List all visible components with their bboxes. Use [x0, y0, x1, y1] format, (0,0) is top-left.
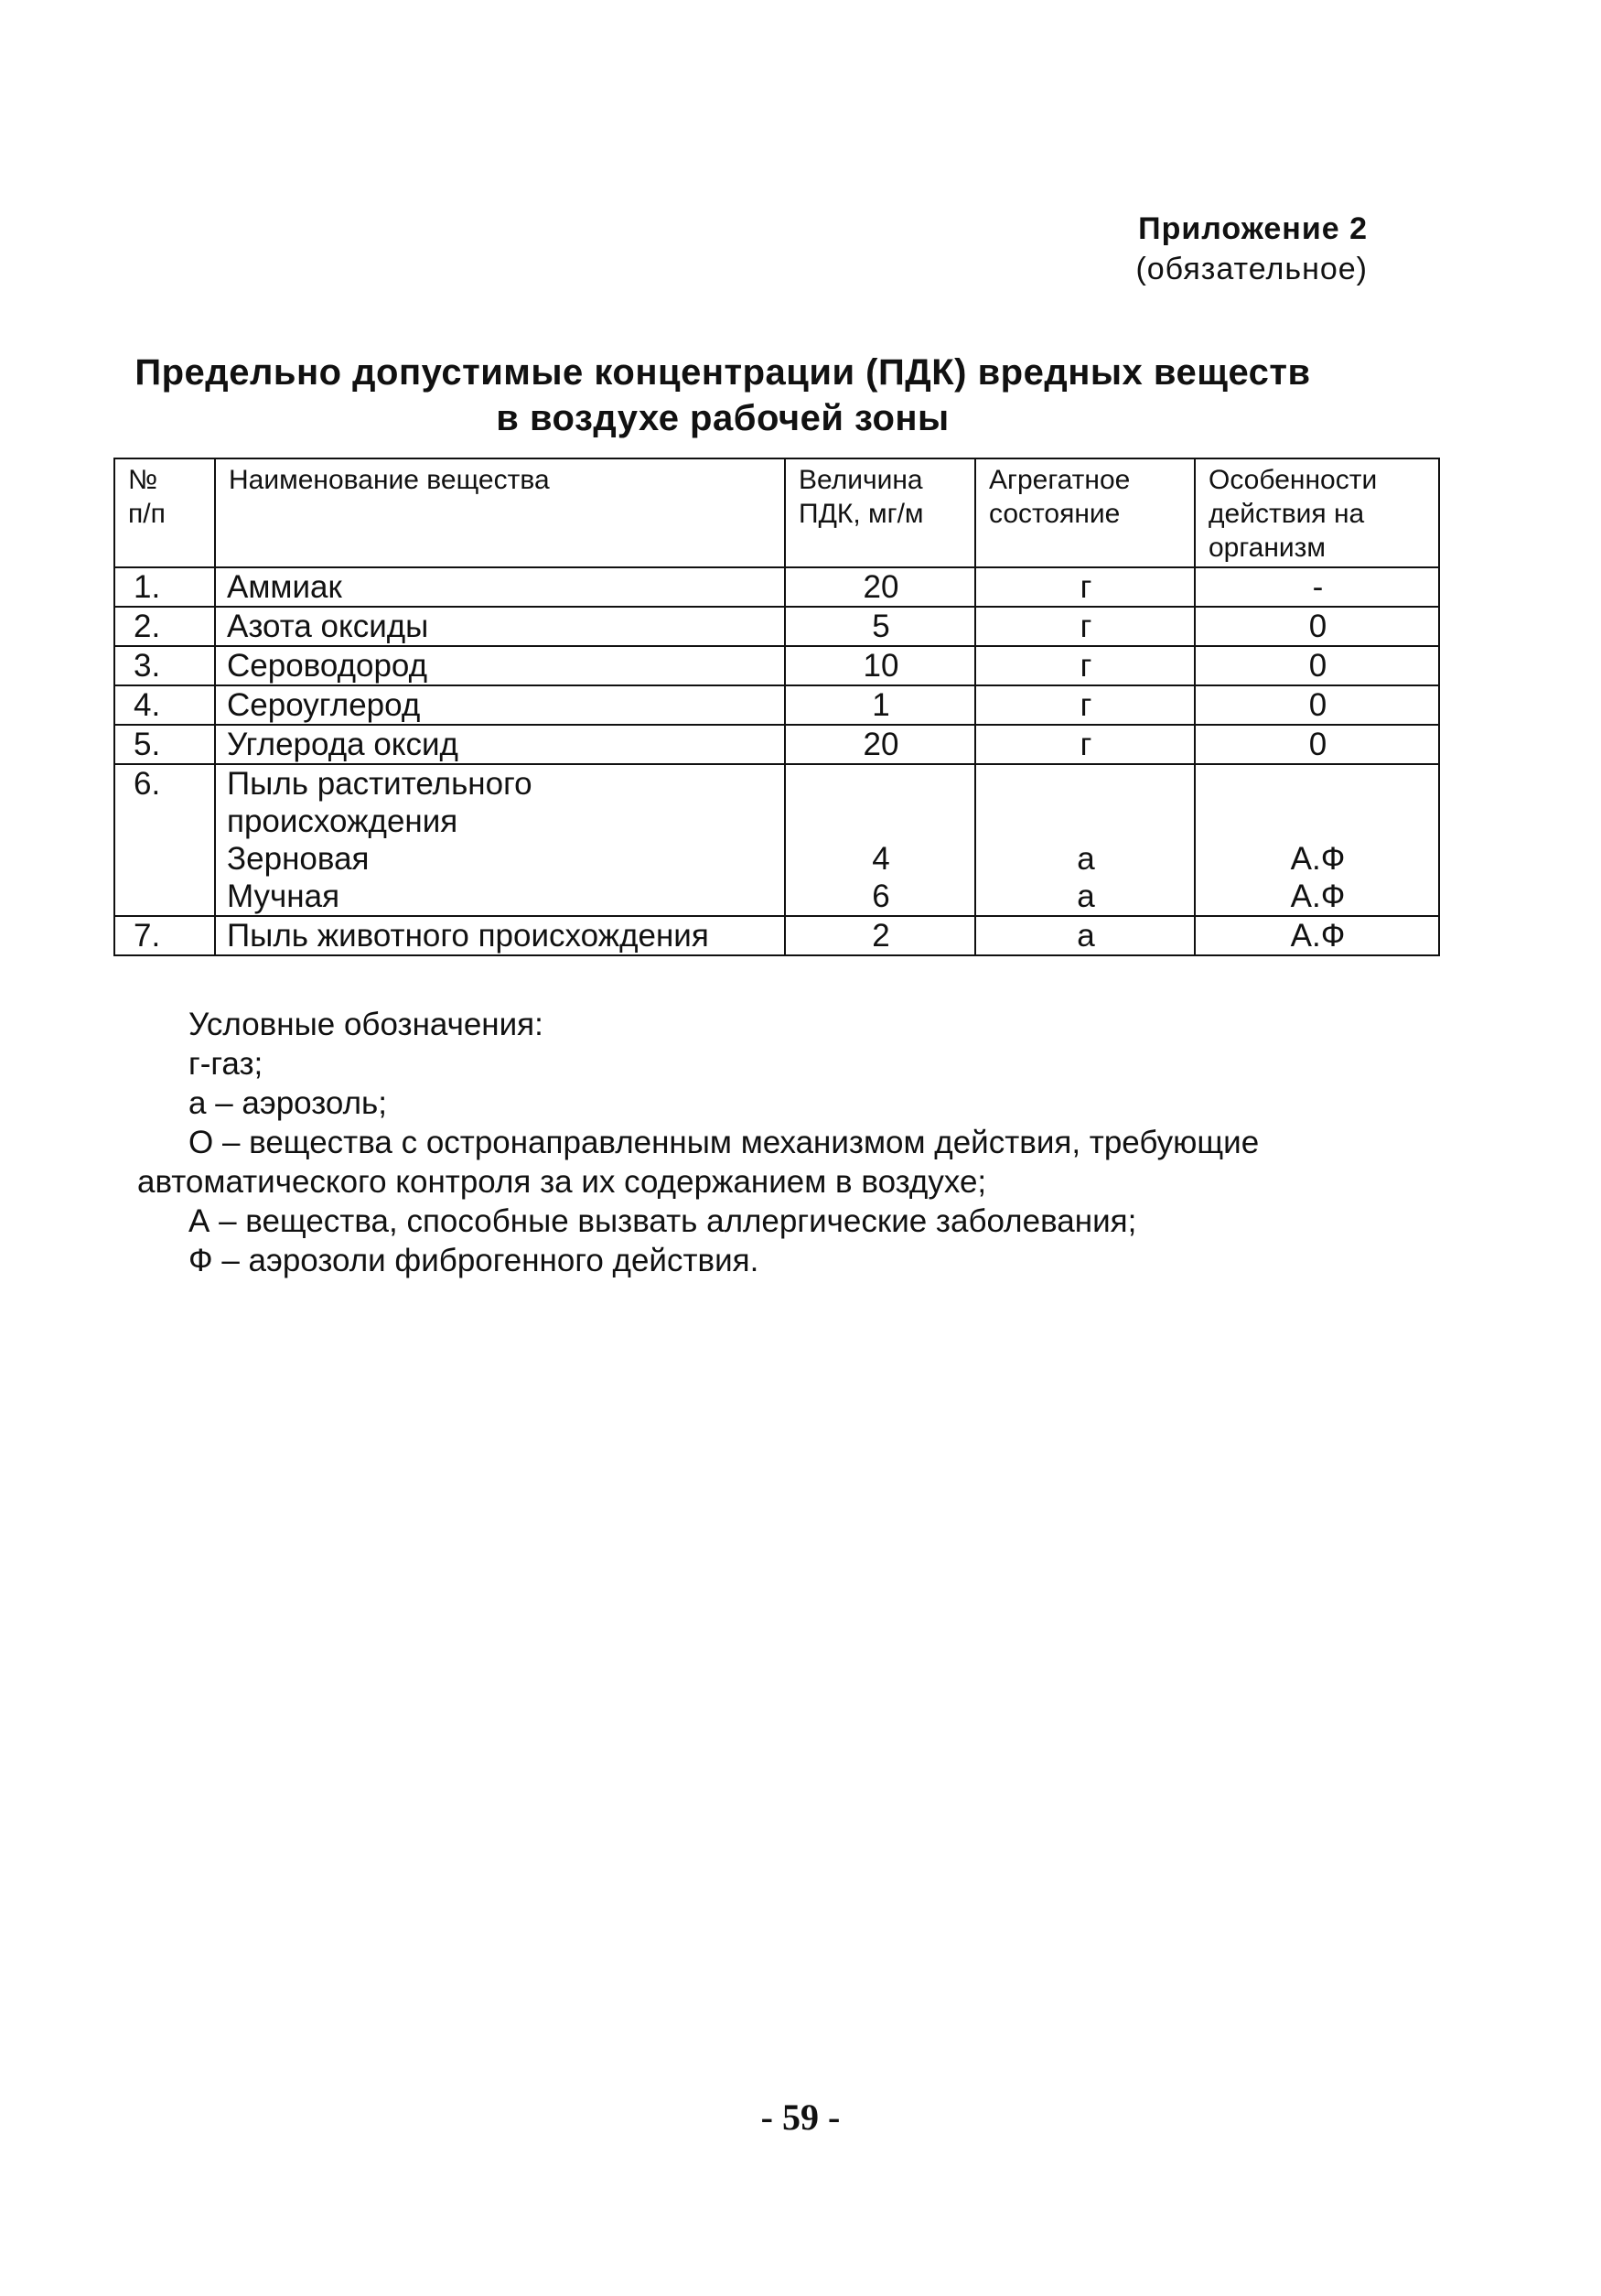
table-header-row [114, 458, 1439, 567]
header-features-line-1: Особенности [1209, 465, 1378, 495]
row-name: Сероводород [215, 646, 785, 685]
subrow-state-grain: а [1077, 841, 1095, 877]
row-num: 2. [114, 607, 215, 646]
row-name: Аммиак [215, 567, 785, 607]
table-row [114, 607, 1439, 646]
row-features: 0 [1195, 607, 1439, 646]
appendix-subtitle: (обязательное) [1135, 252, 1368, 286]
row-features: 0 [1195, 725, 1439, 764]
row-state: а [975, 916, 1195, 955]
row-value: 5 [785, 607, 975, 646]
row-name: Углерода оксид [215, 725, 785, 764]
header-features-line-2: действия на [1209, 499, 1365, 529]
subrow-state-flour: а [1077, 879, 1095, 914]
subrow-name-grain: Зерновая [227, 841, 370, 877]
table-row [114, 567, 1439, 607]
header-features-line-3: организм [1209, 533, 1327, 563]
table-row [114, 685, 1439, 725]
row-value: 10 [785, 646, 975, 685]
header-value-line-1: Величина [799, 465, 923, 495]
row-state: г [975, 646, 1195, 685]
row-features: 0 [1195, 646, 1439, 685]
pdk-table [113, 458, 1440, 956]
row-name: Сероуглерод [215, 685, 785, 725]
row-features: - [1195, 567, 1439, 607]
row-features [1195, 764, 1439, 916]
header-num-line-1: № [128, 465, 158, 495]
row-features: А.Ф [1195, 916, 1439, 955]
row-state: г [975, 607, 1195, 646]
title-line-2: в воздухе рабочей зоны [496, 398, 950, 438]
legend-o-line-1: О – вещества с остронаправленным механизмом действия, требующие [188, 1125, 1260, 1160]
row-num: 4. [114, 685, 215, 725]
row-num: 7. [114, 916, 215, 955]
table-row [114, 646, 1439, 685]
row-num: 5. [114, 725, 215, 764]
header-value [785, 458, 975, 567]
row-value: 20 [785, 567, 975, 607]
header-num-line-2: п/п [128, 499, 166, 529]
row-num: 6. [114, 764, 215, 916]
table-row [114, 916, 1439, 955]
row-name: Азота оксиды [215, 607, 785, 646]
legend-heading: Условные обозначения: [188, 1007, 543, 1042]
legend-o-line-2: автоматического контроля за их содержанием в воздухе; [137, 1164, 987, 1200]
document-title [110, 350, 1336, 441]
legend-a-line: А – вещества, способные вызвать аллергические заболевания; [188, 1203, 1137, 1239]
row-name [215, 764, 785, 916]
row-name-line-2: происхождения [227, 803, 458, 839]
row-value: 1 [785, 685, 975, 725]
row-features: 0 [1195, 685, 1439, 725]
row-name: Пыль животного происхождения [215, 916, 785, 955]
page-number: - 59 - [760, 2097, 841, 2138]
row-value: 20 [785, 725, 975, 764]
subrow-name-flour: Мучная [227, 879, 340, 914]
row-value [785, 764, 975, 916]
row-value: 2 [785, 916, 975, 955]
row-num: 3. [114, 646, 215, 685]
row-name-line-1: Пыль растительного [227, 766, 532, 802]
table-row [114, 725, 1439, 764]
legend-gas: г-газ; [188, 1046, 263, 1082]
row-state: г [975, 685, 1195, 725]
header-features [1195, 458, 1439, 567]
subrow-features-grain: А.Ф [1290, 841, 1346, 877]
subrow-value-flour: 6 [872, 879, 890, 914]
row-state: г [975, 567, 1195, 607]
header-num [114, 458, 215, 567]
appendix-label [1135, 209, 1368, 289]
legend-f-line: Ф – аэрозоли фиброгенного действия. [188, 1243, 759, 1278]
header-state [975, 458, 1195, 567]
legend-aerosol: а – аэрозоль; [188, 1085, 387, 1121]
legend [137, 1005, 1418, 1280]
header-state-line-2: состояние [989, 499, 1121, 529]
header-value-line-2: ПДК, мг/м [799, 499, 924, 529]
appendix-title: Приложение 2 [1138, 211, 1368, 246]
subrow-value-grain: 4 [872, 841, 890, 877]
header-state-line-1: Агрегатное [989, 465, 1131, 495]
header-name: Наименование вещества [215, 458, 785, 567]
title-line-1: Предельно допустимые концентрации (ПДК) вредных веществ [134, 352, 1311, 393]
table-row-plant-dust [114, 764, 1439, 916]
subrow-features-flour: А.Ф [1290, 879, 1346, 914]
row-state [975, 764, 1195, 916]
row-state: г [975, 725, 1195, 764]
row-num: 1. [114, 567, 215, 607]
